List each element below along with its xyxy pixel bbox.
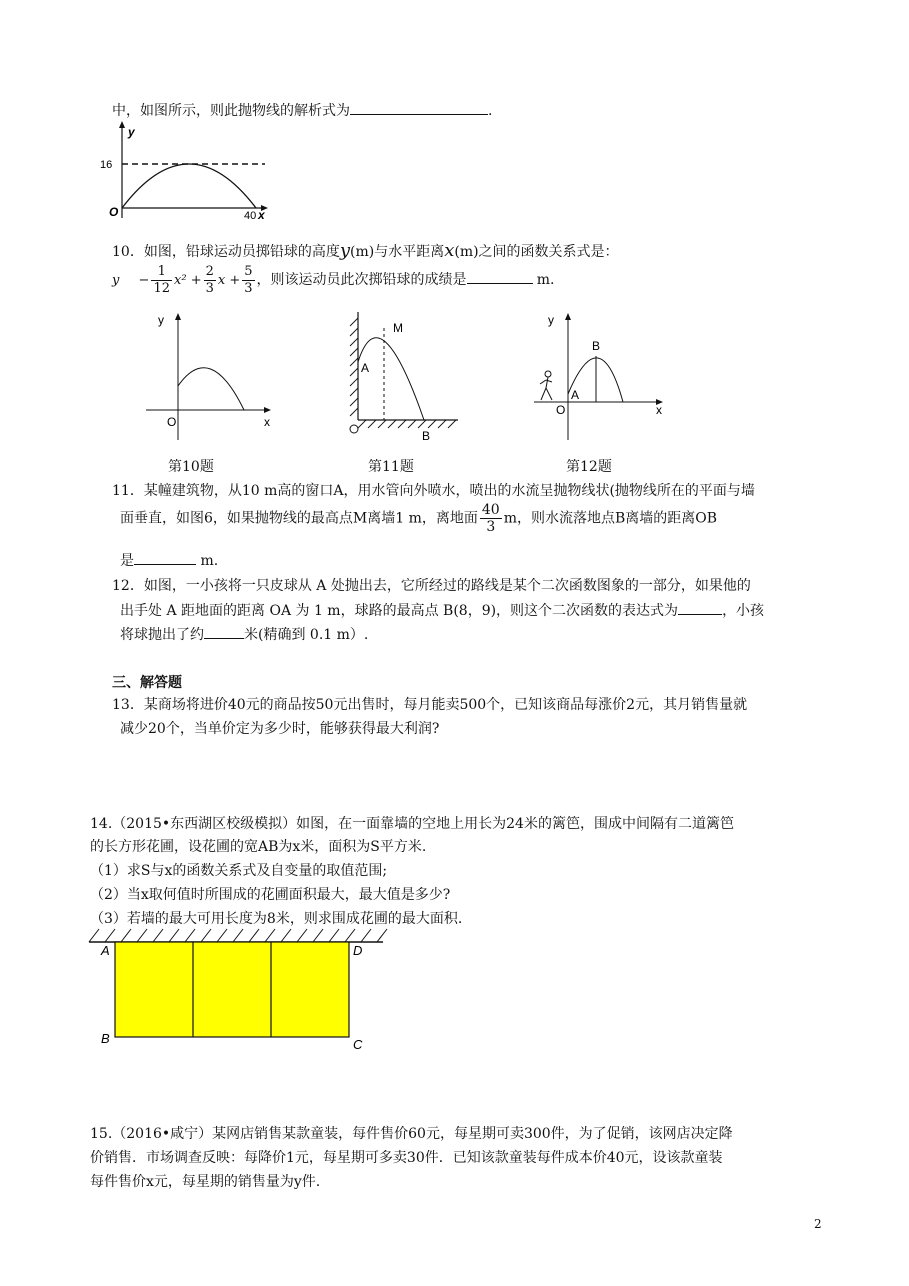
garden-flowerbed: [115, 942, 349, 1037]
fig14-label-c: C: [353, 1037, 363, 1052]
fig12-y-label: y: [548, 313, 554, 327]
fig9-y-tick: 16: [100, 159, 113, 171]
q15-line3: 每件售价x元，每星期的销售量为y件.: [90, 1174, 321, 1190]
fig11-water-jet-figure: [340, 308, 490, 446]
q11-line3: 是 m.: [120, 550, 218, 570]
child-thrower-icon: [540, 371, 552, 400]
q10-formula-line: y = − $\frac{1}{12}$ x² + $\frac{2}{3}$ x + $\frac{5}{3}$ ，则该运动员此次掷铅球的成绩是 m.: [112, 264, 555, 296]
q14-sub3: （3）若墙的最大可用长度为8米，则求围成花圃的最大面积.: [90, 911, 463, 927]
q14-line2: 的长方形花圃，设花圃的宽AB为x米，面积为S平方米.: [90, 839, 427, 855]
page-number: 2: [814, 1217, 822, 1231]
fig11-label-m: M: [393, 321, 403, 335]
q11-line2: 面垂直，如图6，如果抛物线的最高点M离墙1 m，离地面 $\frac{40}{3}$ m，则水流落地点B离墙的距离OB: [120, 502, 718, 535]
q11-line1: 11．某幢建筑物，从10 m高的窗口A，用水管向外喷水，喷出的水流呈抛物线状(抛物线所在的平面与墙: [112, 483, 755, 499]
fig10-y-label: y: [158, 313, 164, 327]
fig12-label-b: B: [592, 339, 601, 353]
q9-parabola-figure: [100, 118, 275, 228]
q14-line1: 14.（2015•东西湖区校级模拟）如图，在一面靠墙的空地上用长为24米的篱笆，围成中间隔有二道篱笆: [90, 816, 734, 832]
q14-sub2: （2）当x取何值时所围成的花圃面积最大，最大值是多少?: [90, 887, 451, 903]
q12-line3: 将球抛出了约 米(精确到 0.1 m）.: [120, 624, 368, 644]
q12-line2: 出手处 A 距地面的距离 OA 为 1 m，球路的最高点 B(8，9)，则这个二次函数的表达式为 ，小孩: [120, 600, 764, 620]
q13-line1: 13．某商场将进价40元的商品按50元出售时，每月能卖500个，已知该商品每涨价2元，其月销售量就: [112, 697, 748, 713]
fig10-origin: O: [167, 415, 177, 429]
fig14-garden-figure: [85, 925, 395, 1055]
fig9-x-tick: 40: [244, 210, 257, 222]
q12-expression-blank: [678, 600, 722, 615]
q11-answer-blank: [134, 550, 196, 565]
fig12-label-a: A: [571, 388, 580, 402]
fig11-caption: 第11题: [368, 459, 414, 475]
fig14-label-b: B: [101, 1031, 110, 1046]
q12-line1: 12．如图，一小孩将一只皮球从 A 处抛出去，它所经过的路线是某个二次函数图象的一部分，如果他的: [112, 578, 751, 594]
q12-distance-blank: [204, 624, 244, 639]
fig14-label-d: D: [353, 943, 363, 958]
q10-line1: 10．如图，铅球运动员掷铅球的高度y(m)与水平距离x(m)之间的函数关系式是：: [112, 240, 619, 261]
fig11-label-a: A: [361, 361, 370, 375]
fig9-origin: O: [109, 205, 119, 219]
fig11-label-b: B: [422, 429, 431, 443]
fig12-ball-throw-graph: [530, 310, 670, 445]
q13-line2: 减少20个，当单价定为多少时，能够获得最大利润?: [120, 721, 440, 737]
fig10-x-label: x: [264, 415, 270, 429]
q9-text: 中，如图所示，则此抛物线的解析式为 .: [112, 100, 492, 120]
q10-answer-blank: [467, 269, 533, 284]
fig10-caption: 第10题: [168, 459, 214, 475]
fig12-caption: 第12题: [566, 459, 612, 475]
q9-answer-blank: [350, 100, 488, 115]
fig9-x-label: x: [258, 208, 265, 222]
q15-line1: 15.（2016•咸宁）某网店销售某款童装，每件售价60元，每星期可卖300件，为了促销，该网店决定降: [90, 1126, 733, 1142]
fig14-label-a: A: [101, 943, 110, 958]
fig12-x-label: x: [656, 403, 662, 417]
fig9-y-label: y: [128, 125, 135, 139]
section-title: 三、解答题: [112, 675, 182, 691]
q15-line2: 价销售．市场调查反映：每降价1元，每星期可多卖30件．已知该款童装每件成本价40元，设该款童装: [90, 1150, 723, 1166]
fig10-shotput-graph: [140, 310, 280, 445]
q14-sub1: （1）求S与x的函数关系式及自变量的取值范围;: [90, 863, 388, 879]
fig12-origin: O: [556, 403, 566, 417]
